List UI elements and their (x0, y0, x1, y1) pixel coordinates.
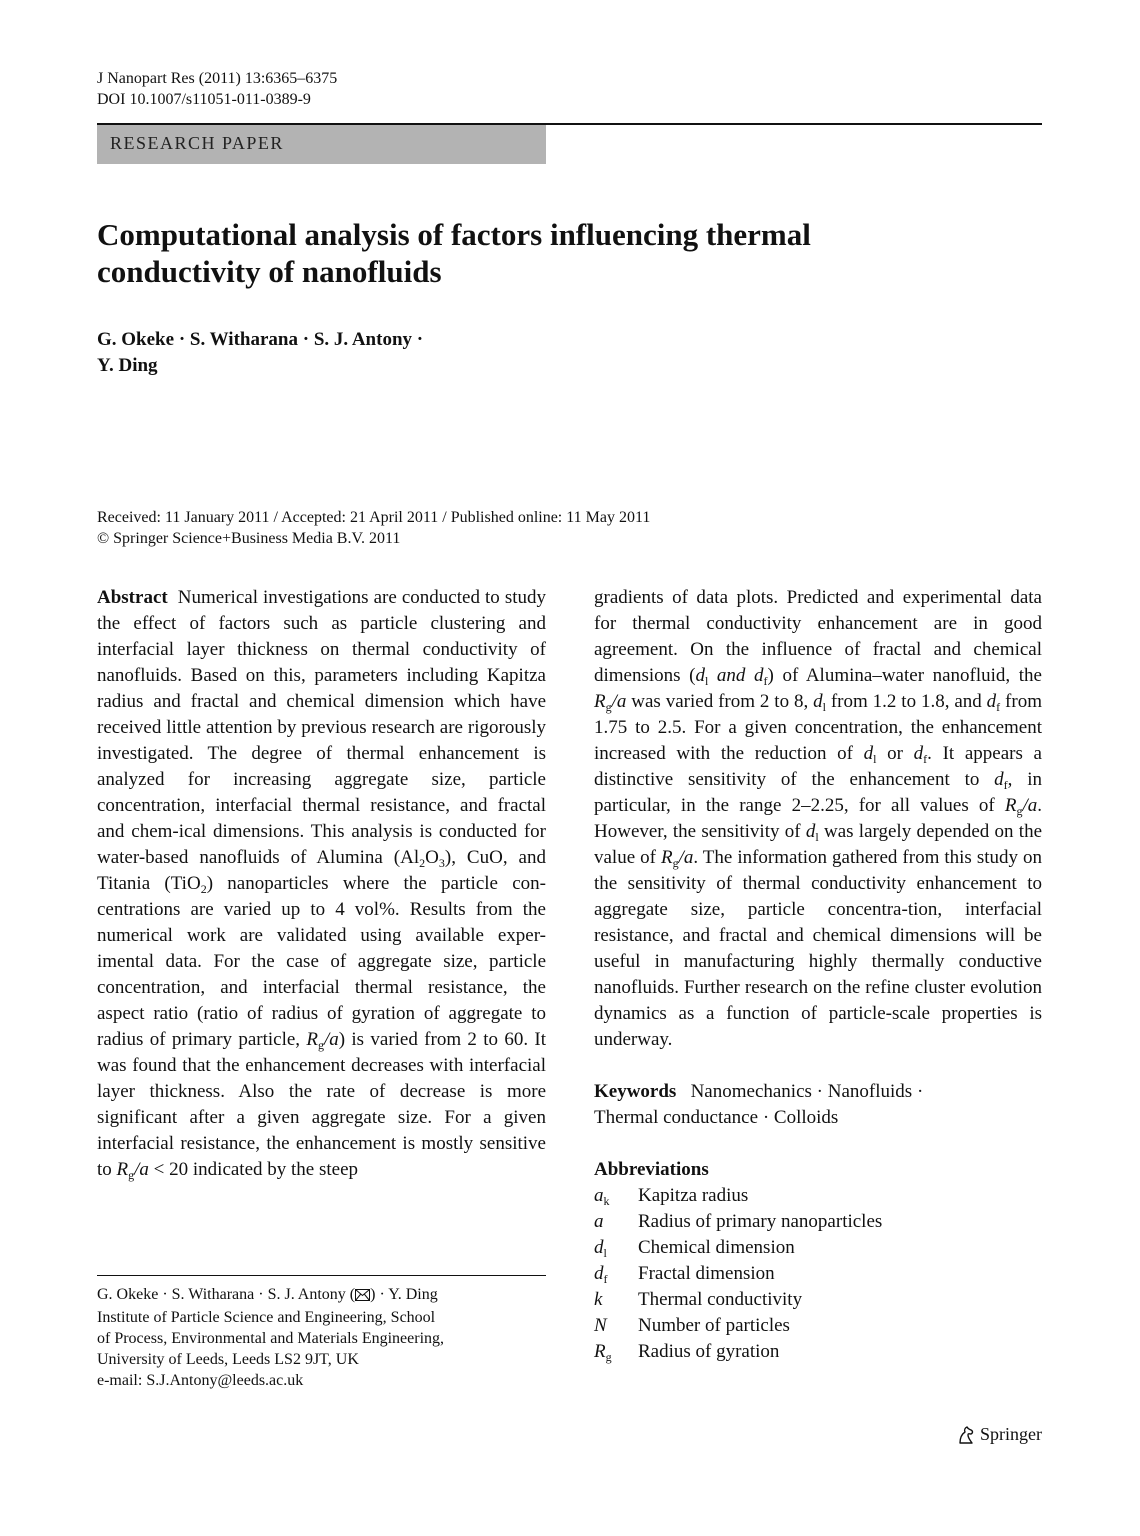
copyright-line: © Springer Science+Business Media B.V. 2011 (97, 530, 401, 547)
publisher-logo (956, 1424, 1042, 1445)
footnote-rule (97, 1275, 546, 1276)
author-1: G. Okeke (97, 329, 175, 350)
envelope-icon (355, 1286, 370, 1307)
abbreviations-heading: Abbreviations (594, 1159, 709, 1180)
abbreviation-row: k Thermal conductivity (594, 1289, 803, 1310)
paper-title (97, 216, 1042, 290)
title-line-1: Computational analysis of factors influencing thermal (97, 217, 811, 252)
author-separator: · (416, 329, 424, 350)
title-line-2: conductivity of nanofluids (97, 254, 442, 289)
publication-history (97, 507, 650, 549)
abbreviation-row: N Number of particles (594, 1315, 790, 1336)
author-list (97, 327, 423, 379)
author-2: S. Witharana (189, 329, 298, 350)
abbreviation-row: $R_g$ Radius of gyration (594, 1341, 780, 1364)
journal-citation: J Nanopart Res (2011) 13:6365–6375 (97, 70, 338, 87)
author-separator: · (178, 329, 186, 350)
journal-header (97, 68, 337, 110)
history-dates: Received: 11 January 2011 / Accepted: 21 April 2011 / Published online: 11 May 2011 (97, 509, 651, 526)
abstract-left-column (97, 585, 546, 1183)
publisher-name: Springer (980, 1424, 1042, 1444)
abstract-heading: Abstract (97, 587, 168, 608)
abbreviation-row: a Radius of primary nanoparticles (594, 1211, 883, 1232)
springer-horse-icon (956, 1425, 976, 1445)
keyword: Nanofluids (827, 1081, 913, 1102)
keyword: Thermal conductance (594, 1107, 759, 1128)
author-3: S. J. Antony (313, 329, 413, 350)
abbreviation-row: $d_f$ Fractal dimension (594, 1263, 775, 1286)
corresponding-email[interactable]: e-mail: S.J.Antony@leeds.ac.uk (97, 1372, 304, 1389)
abstract-continuation: gradients of data plots. Predicted and experimental data for thermal conductivity enhancement are in good agreement. On the influence of fractal and chemical dimensions ($d_l$ and $d_f$) of Alumina–water nanofluid, the $R_g/a$ was varied from 2 to 8, $d_l$ from 1.2 to 1.8, and $d_f$ from 1.75 to 2.5. For a given concentration, the enhancement increased with the reduction of $d_l$ or $d_f$. It appears a distinctive sensitivity of the enhancement to $d_f$, in particular, in the range 2–2.25, for all values of $R_g/a$. However, the sensitivity of $d_l$ was largely depended on the value of $R_g/a$. The information gathered from this study on the sensitivity of thermal conductivity enhancement to aggregate size, particle concentra-tion, interfacial resistance, and fractal and chemical dimensions will be useful in manufacturing highly thermally conductive nanofluids. Further research on the refine cluster evolution dynamics as a function of particle-scale properties is underway. (594, 587, 1043, 1050)
keywords-heading: Keywords (594, 1081, 677, 1102)
author-separator: · (302, 329, 310, 350)
abbreviation-row: $a_k$ Kapitza radius (594, 1185, 749, 1208)
abstract-paragraph: Abstract Numerical investigations are conducted to study the effect of factors such as particle clustering and interfacial layer thickness on thermal conductivity of nanofluids. Based on this, parameters including Kapitza radius and fractal and chemical dimension which have received little attention by previous research are rigorously investigated. The degree of thermal enhancement is analyzed for increasing aggregate size, particle concentration, interfacial thermal resistance, and fractal and chem-ical dimensions. This analysis is conducted for water-based nanofluids of Alumina $(Al_2O_3)$, CuO, and Titania (TiO$_2$) nanoparticles where the particle con-centrations are varied up to 4 vol%. Results from the numerical work are validated using available exper-imental data. For the case of aggregate size, particle concentration, and interfacial thermal resistance, the aspect ratio (ratio of radius of gyration of aggregate to radius of primary particle, $R_g/a$) is varied from 2 to 60. It was found that the enhancement decreases with interfacial layer thickness. Also the rate of decrease is more significant after a given aggregate size. For a given interfacial resistance, the enhancement is mostly sensitive to $R_g/a < 20$ indicated by the steep (97, 587, 547, 1182)
journal-doi: DOI 10.1007/s11051-011-0389-9 (97, 91, 311, 108)
affiliation-footnote: G. Okeke · S. Witharana · S. J. Antony ( ) · Y. Ding Institute of Particle Science and Engineering, School of Process, Environmental and Materials Engineering, University of Leeds, Leeds LS2 9JT, UK e-mail: S.J.Antony@leeds.ac.uk (97, 1286, 445, 1389)
abstract-right-column (594, 585, 1042, 1365)
keywords: Keywords Nanomechanics · Nanofluids · Thermal conductance · Colloids (594, 1081, 924, 1128)
author-4: Y. Ding (97, 355, 158, 376)
keyword: Colloids (773, 1107, 839, 1128)
section-label: RESEARCH PAPER (110, 133, 284, 153)
abbreviations-list (594, 1183, 1042, 1365)
keyword: Nanomechanics (690, 1081, 812, 1102)
abbreviation-row: $d_l$ Chemical dimension (594, 1237, 795, 1260)
